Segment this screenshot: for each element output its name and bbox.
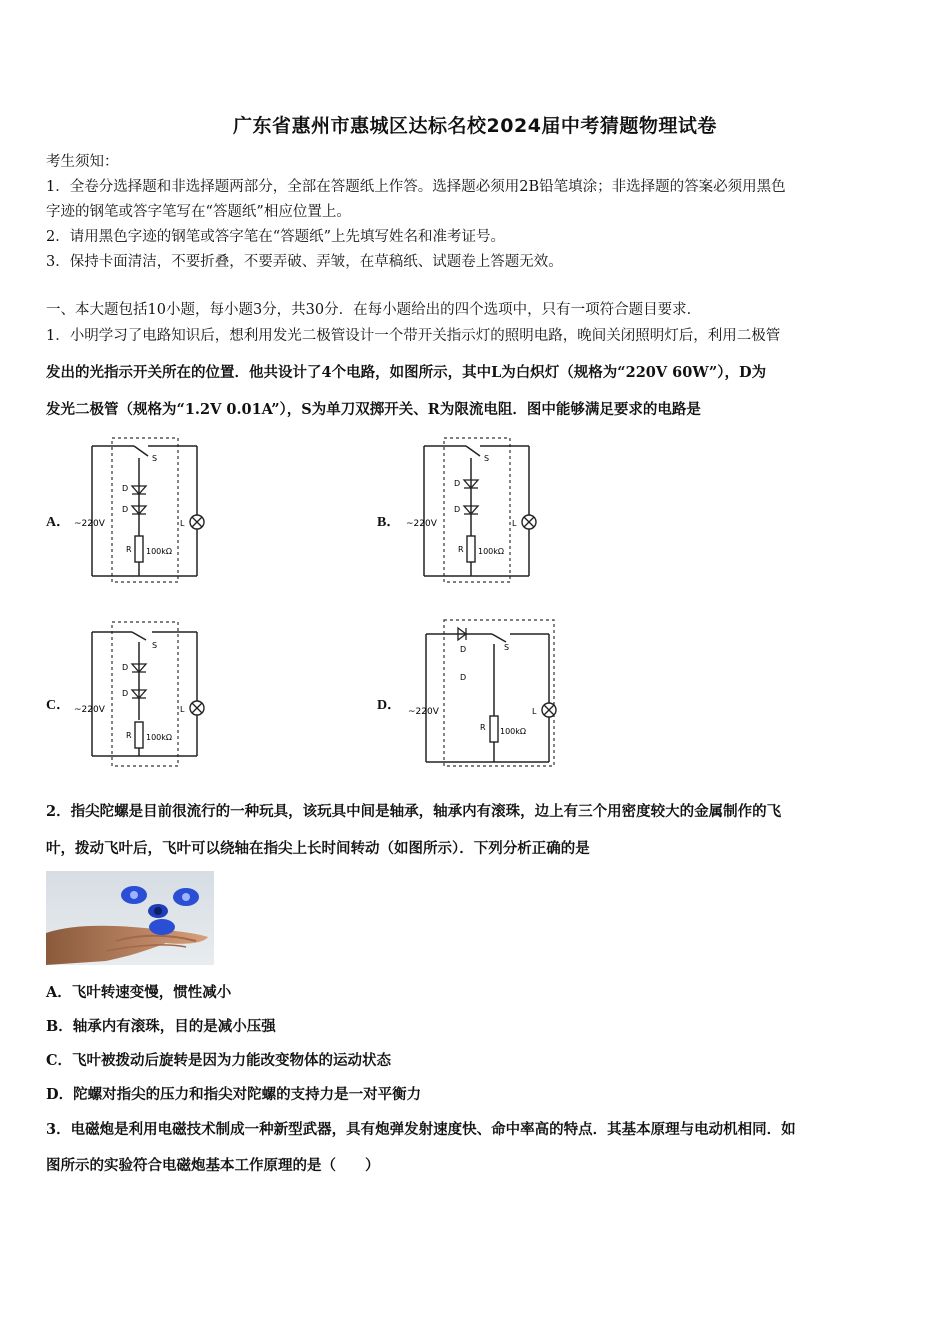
q3-line-1: 3．电磁炮是利用电磁技术制成一种新型武器，具有炮弹发射速度快、命中率高的特点．其基本原理与电动机相同．如 (46, 1121, 796, 1138)
q1-line-3: 发光二极管（规格为“1.2V 0.01A”），S为单刀双掷开关、R为限流电阻．图中能够满足要求的电路是 (46, 401, 701, 418)
circuit-b-resistance-label: 100kΩ (478, 547, 505, 556)
circuit-diagram-c (72, 620, 212, 774)
circuit-a-resistance-label: 100kΩ (146, 547, 173, 556)
circuit-c-resistance-label: 100kΩ (146, 733, 173, 742)
circuit-diagram-b (404, 436, 544, 590)
circuit-b-diode-2-label: D (454, 505, 461, 514)
circuit-c-switch-label: S (152, 641, 158, 650)
circuit-d-switch-label: S (504, 643, 510, 652)
circuit-d-resistor-label: R (480, 723, 486, 732)
q1-option-b-label[interactable]: B． (377, 515, 401, 530)
q1-line-2: 发出的光指示开关所在的位置．他共设计了4个电路，如图所示，其中L为白炽灯（规格为“220V 60W”），D为 (46, 364, 767, 381)
q2-option-d[interactable]: D．陀螺对指尖的压力和指尖对陀螺的支持力是一对平衡力 (46, 1086, 422, 1103)
circuit-a-lamp-label: L (180, 519, 185, 528)
circuit-c-diode-1-label: D (122, 663, 129, 672)
circuit-d-diode-label: D (460, 645, 467, 654)
q1-option-d-label[interactable]: D． (377, 698, 402, 713)
circuit-diagram-d (404, 616, 564, 776)
circuit-c-diode-2-label: D (122, 689, 129, 698)
q1-option-a-label[interactable]: A． (46, 515, 71, 530)
circuit-c-resistor-label: R (126, 731, 132, 740)
circuit-c-source-label: ~220V (74, 705, 105, 715)
q2-option-c[interactable]: C．飞叶被拨动后旋转是因为力能改变物体的运动状态 (46, 1052, 392, 1069)
q2-line-1: 2．指尖陀螺是目前很流行的一种玩具，该玩具中间是轴承，轴承内有滚珠，边上有三个用密度较大的金属制作的飞 (46, 803, 782, 820)
circuit-c-lamp-label: L (180, 705, 185, 714)
circuit-b-resistor-label: R (458, 545, 464, 554)
circuit-d-diode-label-2: D (460, 673, 467, 682)
circuit-a-resistor-label: R (126, 545, 132, 554)
circuit-b-switch-label: S (484, 454, 490, 463)
q2-option-a[interactable]: A．飞叶转速变慢，惯性减小 (46, 984, 232, 1001)
fidget-spinner-photo (46, 871, 214, 965)
circuit-b-diode-1-label: D (454, 479, 461, 488)
notice-item-2: 2．请用黑色字迹的钢笔或答字笔在“答题纸”上先填写姓名和准考证号。 (46, 229, 506, 245)
q1-line-1: 1．小明学习了电路知识后，想利用发光二极管设计一个带开关指示灯的照明电路，晚间关闭照明灯后，利用二极管 (46, 328, 781, 344)
notice-item-1: 1．全卷分选择题和非选择题两部分，全部在答题纸上作答。选择题必须用2B铅笔填涂；非选择题的答案必须用黑色 (46, 179, 786, 195)
notice-item-1-cont: 字迹的钢笔或答字笔写在“答题纸”相应位置上。 (46, 204, 351, 220)
section-heading: 一、本大题包括10小题，每小题3分，共30分．在每小题给出的四个选项中，只有一项符合题目要求． (46, 302, 702, 318)
circuit-a-switch-label: S (152, 454, 158, 463)
circuit-a-source-label: ~220V (74, 519, 105, 529)
notice-heading: 考生须知： (46, 154, 119, 170)
circuit-diagram-a (72, 436, 212, 590)
circuit-d-lamp-label: L (532, 707, 537, 716)
circuit-b-lamp-label: L (512, 519, 517, 528)
page-title: 广东省惠州市惠城区达标名校2024届中考猜题物理试卷 (233, 115, 717, 137)
q2-line-2: 叶，拨动飞叶后，飞叶可以绕轴在指尖上长时间转动（如图所示）．下列分析正确的是 (46, 840, 590, 857)
q3-line-2: 图所示的实验符合电磁炮基本工作原理的是（ ） (46, 1157, 380, 1174)
q1-option-c-label[interactable]: C． (46, 698, 71, 713)
circuit-a-diode-2-label: D (122, 505, 129, 514)
q2-option-b[interactable]: B．轴承内有滚珠，目的是减小压强 (46, 1018, 276, 1035)
circuit-d-resistance-label: 100kΩ (500, 727, 527, 736)
notice-item-3: 3．保持卡面清洁，不要折叠，不要弄破、弄皱，在草稿纸、试题卷上答题无效。 (46, 254, 563, 270)
circuit-b-source-label: ~220V (406, 519, 437, 529)
circuit-d-source-label: ~220V (408, 707, 439, 717)
circuit-a-diode-1-label: D (122, 484, 129, 493)
